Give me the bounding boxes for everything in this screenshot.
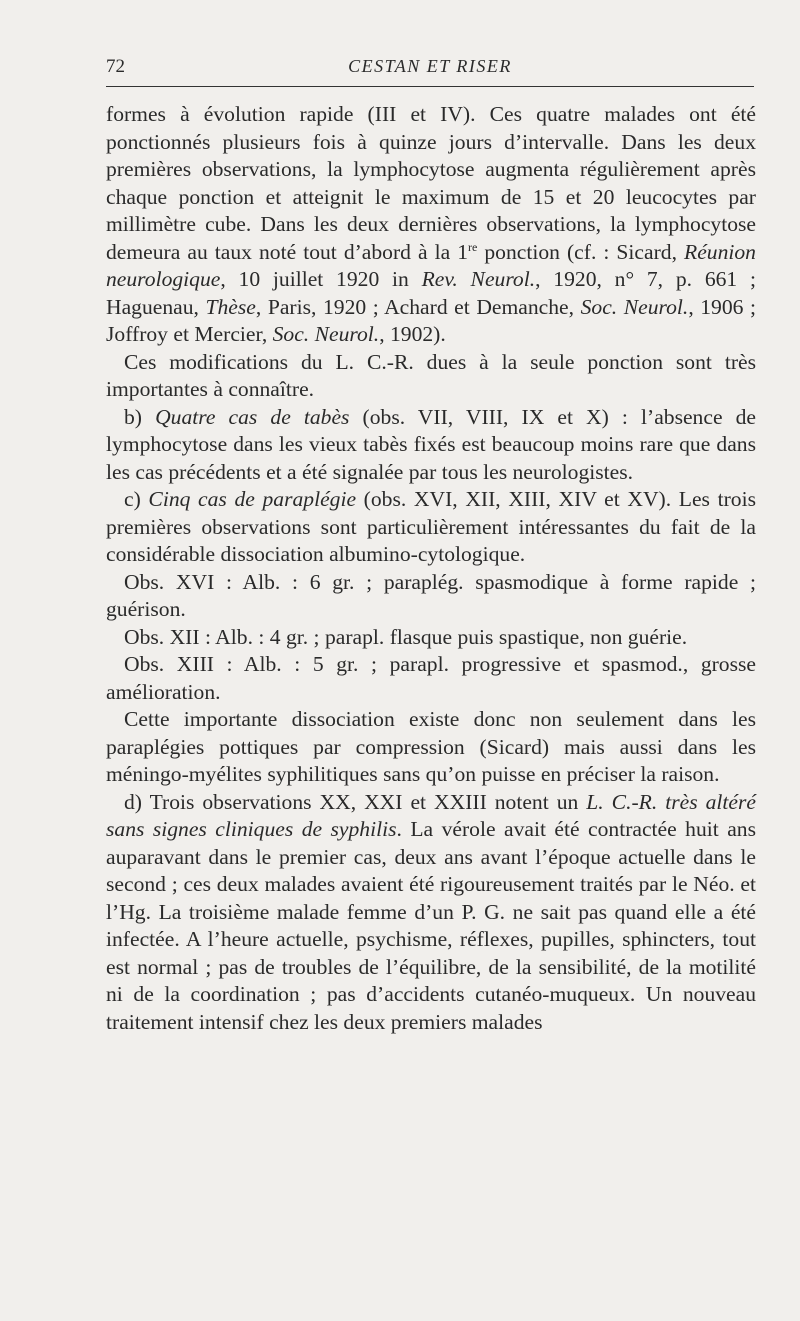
text-run: Cette importante dissociation existe donc non seulement dans les paraplégies pottiques par compression (Sicard) mais aussi dans les méningo-myélites syphilitiques sans qu’on puisse en préciser la raison. [106,707,756,786]
text-run: . La vérole avait été contractée huit ans auparavant dans le premier cas, deux ans avant l’époque actuelle dans le second ; ces deux malades avaient été rigoureusement traités par le Néo. et l’Hg. La troisième malade femme d’un P. G. ne sait pas quand elle a été infectée. A l’heure actuelle, psychisme, réflexes, pupilles, sphincters, tout est normal ; pas de troubles de l’équilibre, de la sensibilité, de la motilité ni de la coordination ; pas d’accidents cutanéo-muqueux. Un nouveau traitement intensif chez les deux premiers malades [106,817,756,1034]
text-run: Obs. XVI : Alb. : 6 gr. ; paraplég. spasmodique à forme rapide ; guérison. [106,569,756,621]
paragraph [106,789,756,1037]
text-run: ponction (cf. : Sicard, [477,239,685,264]
paragraph [106,486,756,569]
paragraph [106,349,756,404]
body-text [106,101,756,1036]
text-run: c) [124,487,149,511]
text-run: Ces modifications du L. C.-R. dues à la seule ponction sont très importantes à connaître. [106,349,756,401]
paragraph [106,651,756,706]
text-run: , 1920, n° 7, p. 661 ; Haguenau, [106,267,756,319]
text-run: , 1902). [379,322,446,346]
paragraph [106,706,756,789]
superscript: re [468,239,478,254]
paragraph [106,624,756,652]
page-header [106,52,754,87]
italic-text: L. C.-R. très altéré sans signes cliniques de syphilis [106,789,756,841]
text-run: Obs. XII : Alb. : 4 gr. ; parapl. flasque puis spastique, non guérie. [124,624,688,649]
italic-text: Thèse [205,294,256,319]
italic-text: Quatre cas de tabès [155,404,350,429]
text-run: , 1906 ; Joffroy et Mercier, [106,294,757,346]
text-run: , 10 juillet 1920 in [220,267,422,291]
text-run: , Paris, 1920 ; Achard et Demanche, [255,294,581,319]
text-run: d) Trois observations XX, XXI et XXIII notent un [124,789,587,814]
italic-text: Réunion neurologique [106,239,756,291]
text-run: Obs. XIII : Alb. : 5 gr. ; parapl. progressive et spasmod., grosse amélioration. [106,652,756,704]
paragraph [106,569,756,624]
page-number: 72 [106,56,125,77]
paragraph [106,101,756,349]
text-run: b) [124,404,156,429]
text-run: (obs. VII, VIII, IX et X) : l’absence de lymphocytose dans les vieux tabès fixés est beaucoup moins rare que dans les cas précédents et a été signalée par tous les neurologistes. [106,404,756,484]
italic-text: Rev. Neurol. [421,267,536,291]
text-run: (obs. XVI, XII, XIII, XIV et XV). Les trois premières observations sont particulièrement intéressantes du fait de la considérable dissociation albumino-cytologique. [106,487,756,566]
running-head: CESTAN ET RISER [348,56,512,76]
italic-text: Cinq cas de paraplégie [148,487,357,511]
italic-text: Soc. Neurol. [272,322,380,346]
italic-text: Soc. Neurol. [580,294,689,319]
text-run: formes à évolution rapide (III et IV). Ces quatre malades ont été ponctionnés plusieurs fois à quinze jours d’intervalle. Dans les deux premières observations, la lymphocytose augmenta régulièrement après chaque ponction et atteignit le maximum de 15 et 20 leucocytes par millimètre cube. Dans les deux dernières observations, la lymphocytose demeura au taux noté tout d’abord à la 1 [106,102,756,264]
paragraph [106,404,756,487]
